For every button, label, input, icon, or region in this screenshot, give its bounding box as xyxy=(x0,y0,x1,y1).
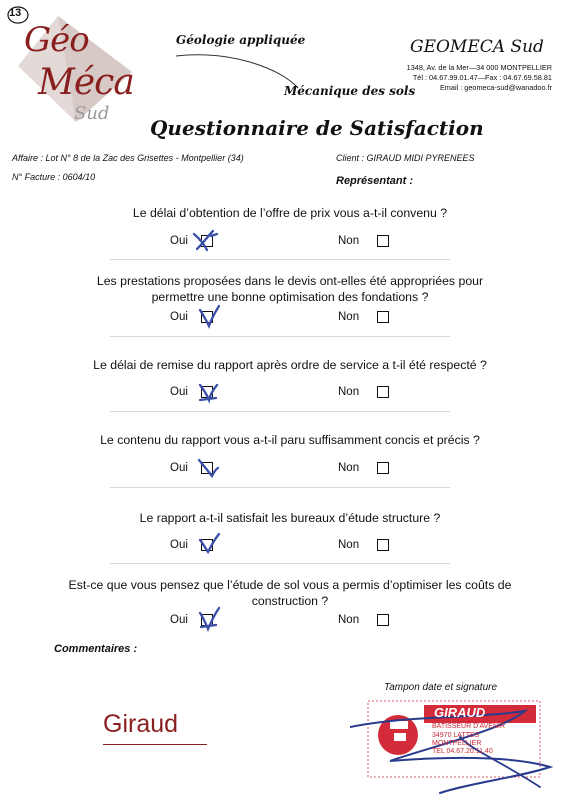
q3-checkmark xyxy=(196,380,220,404)
oui-label: Oui xyxy=(170,614,188,626)
company-name: GEOMECA Sud xyxy=(410,37,544,57)
company-email: Email : geomeca-sud@wanadoo.fr xyxy=(439,83,552,92)
q6-checkmark xyxy=(196,605,222,633)
comments-label: Commentaires : xyxy=(54,643,138,655)
stamp-line-4: TEL 04.67.20.11.40 xyxy=(432,748,493,755)
company-phone: Tél : 04.67.99.01.47—Fax : 04.67.69.58.81 xyxy=(412,73,552,82)
q6-non-checkbox[interactable] xyxy=(377,614,389,626)
question-text-line1: Le délai de remise du rapport après ordre de service a t-il été respecté ? xyxy=(93,358,487,372)
signature-underline xyxy=(103,744,207,745)
client-field: Client : GIRAUD MIDI PYRENEES xyxy=(336,153,475,163)
separator-line xyxy=(110,487,450,488)
question-5 xyxy=(60,510,520,526)
question-text-line1: Le délai d’obtention de l’offre de prix vous a-t-il convenu ? xyxy=(132,206,448,220)
q5-non-checkbox[interactable] xyxy=(377,539,389,551)
logo-word-sud: Sud xyxy=(74,103,110,124)
question-text-line2: permettre une bonne optimisation des fondations ? xyxy=(151,290,429,304)
question-1 xyxy=(60,205,520,221)
q4-checkmark xyxy=(196,456,222,480)
oui-label: Oui xyxy=(170,311,188,323)
question-6 xyxy=(60,577,520,609)
stamp-company: GIRAUD xyxy=(434,705,486,720)
non-label: Non xyxy=(338,235,360,247)
stamp-line-2: 34970 LATTES xyxy=(432,732,480,739)
subtitle-geologie: Géologie appliquée xyxy=(176,33,306,47)
question-text-line1: Le rapport a-t-il satisfait les bureaux d’étude structure ? xyxy=(139,511,441,525)
non-label: Non xyxy=(338,462,360,474)
stamp-line-3: MONTPELLIER xyxy=(432,740,482,747)
stamp-line-1: BATISSEUR D'AVENIR xyxy=(432,723,506,730)
q5-checkmark xyxy=(196,530,222,556)
separator-line xyxy=(110,259,450,260)
question-2 xyxy=(60,273,520,305)
question-4 xyxy=(60,432,520,448)
question-text-line1: Les prestations proposées dans le devis ont-elles été appropriées pour xyxy=(96,274,484,288)
affaire-field: Affaire : Lot N° 8 de la Zac des Grisettes - Montpellier (34) xyxy=(12,153,244,163)
q2-non-checkbox[interactable] xyxy=(377,311,389,323)
question-text-line1: Le contenu du rapport vous a-t-il paru suffisamment concis et précis ? xyxy=(100,433,480,447)
question-3 xyxy=(60,357,520,373)
separator-line xyxy=(110,336,450,337)
representative-field: Représentant : xyxy=(336,175,414,187)
q3-non-checkbox[interactable] xyxy=(377,386,389,398)
non-label: Non xyxy=(338,311,360,323)
oui-label: Oui xyxy=(170,235,188,247)
stamp-label: Tampon date et signature xyxy=(384,682,498,693)
non-label: Non xyxy=(338,614,360,626)
separator-line xyxy=(110,563,450,564)
question-text-line2: construction ? xyxy=(251,594,329,608)
non-label: Non xyxy=(338,386,360,398)
question-text-line1: Est-ce que vous pensez que l’étude de sol vous a permis d’optimiser les coûts de xyxy=(68,578,512,592)
company-contact xyxy=(392,63,552,93)
oui-label: Oui xyxy=(170,386,188,398)
signature-name: Giraud xyxy=(103,710,179,738)
form-title: Questionnaire de Satisfaction xyxy=(150,116,484,140)
page-number: 13 xyxy=(9,7,22,19)
q2-checkmark xyxy=(196,302,222,330)
q4-non-checkbox[interactable] xyxy=(377,462,389,474)
oui-label: Oui xyxy=(170,462,188,474)
non-label: Non xyxy=(338,539,360,551)
subtitle-mecanique: Mécanique des sols xyxy=(284,84,416,98)
oui-label: Oui xyxy=(170,539,188,551)
invoice-number-field: N° Facture : 0604/10 xyxy=(12,172,96,182)
company-address: 1348, Av. de la Mer—34 000 MONTPELLIER xyxy=(406,63,552,72)
separator-line xyxy=(110,411,450,412)
q1-non-checkbox[interactable] xyxy=(377,235,389,247)
q1-checkmark xyxy=(191,228,219,252)
logo-word-geo: Géo xyxy=(24,20,89,60)
logo-word-meca: Méca xyxy=(38,62,134,103)
